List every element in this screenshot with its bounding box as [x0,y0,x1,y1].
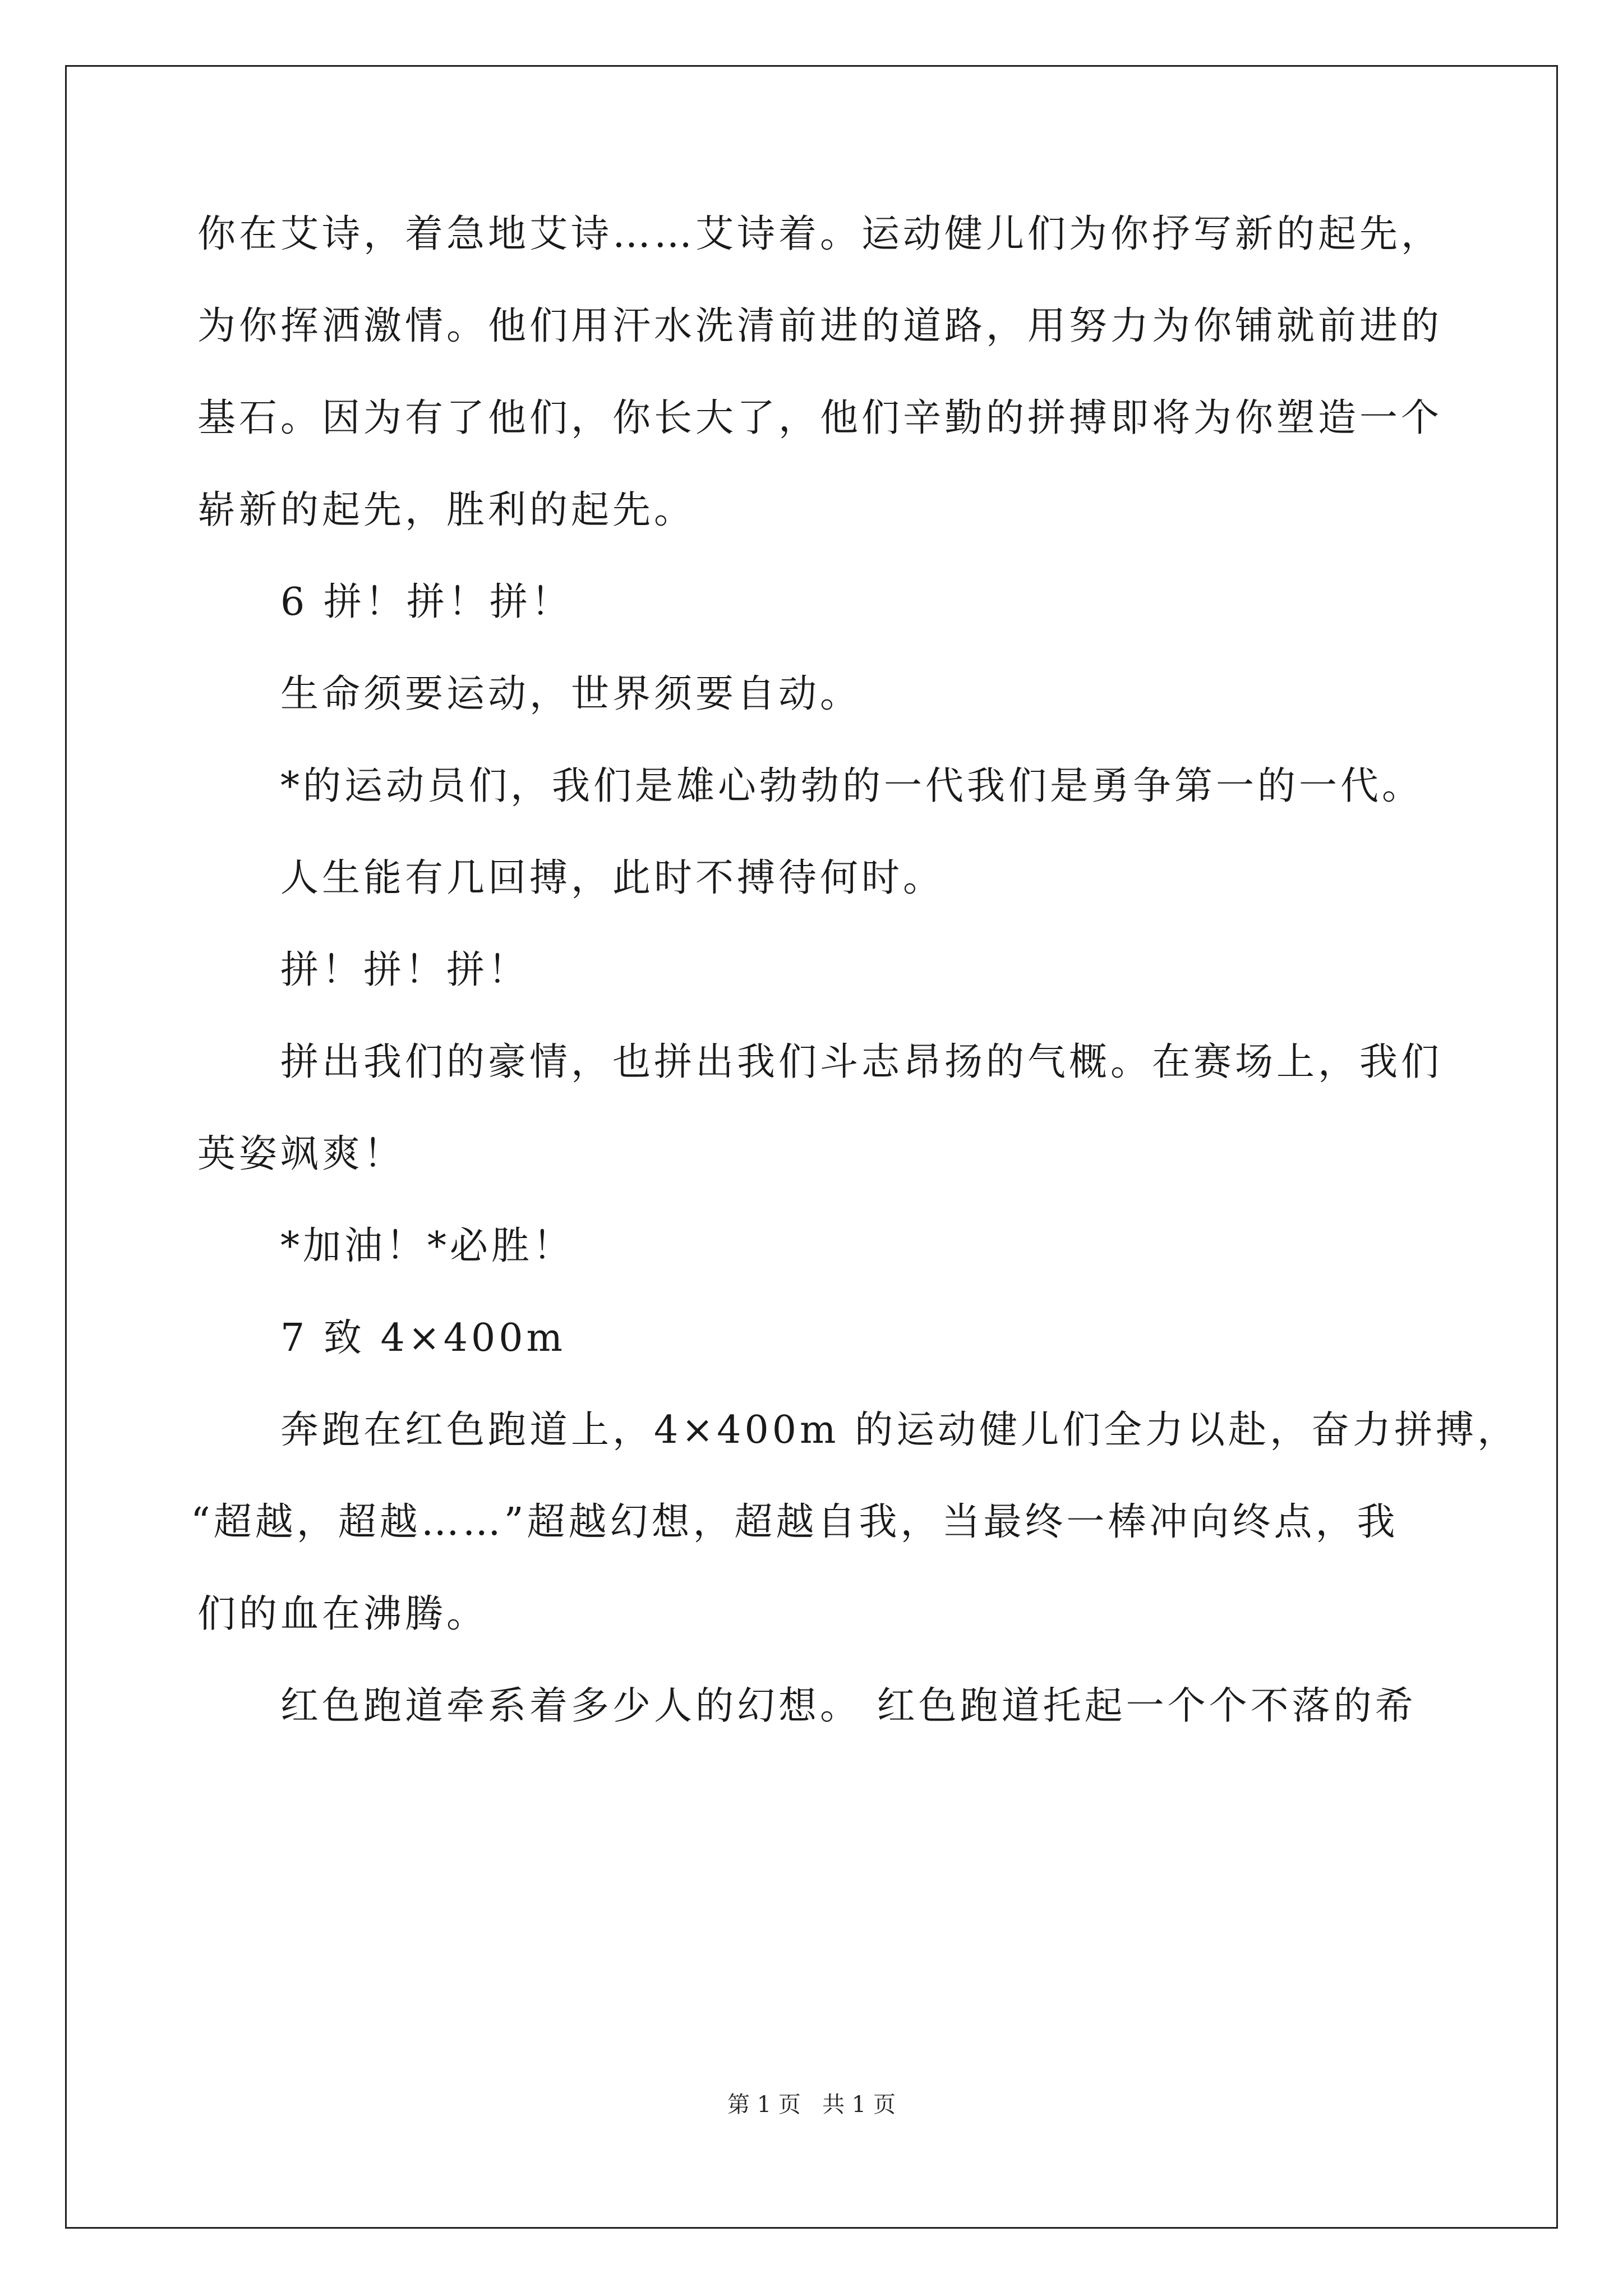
text-line: 拼！拼！拼！ [280,948,530,992]
text-line: 为你挥洒激情。他们用汗水洗清前进的道路，用努力为你铺就前进的 [197,304,1443,348]
page-number-footer: 第 1 页 共 1 页 [727,2092,896,2118]
text-line: 红色跑道牵系着多少人的幻想。 红色跑道托起一个个不落的希 [280,1684,1417,1728]
text-line: *加油！*必胜！ [280,1224,575,1268]
text-line: *的运动员们，我们是雄心勃勃的一代我们是勇争第一的一代。 [280,764,1424,808]
text-line: “超越，超越……”超越幻想，超越自我，当最终一棒冲向终点，我 [191,1500,1399,1544]
text-line: 崭新的起先，胜利的起先。 [197,488,696,532]
text-line: 英姿飒爽！ [197,1132,405,1176]
text-line: 们的血在沸腾。 [197,1592,488,1636]
text-line: 奔跑在红色跑道上，4×400m 的运动健儿们全力以赴，奋力拼搏， [280,1408,1519,1452]
text-line: 你在艾诗，着急地艾诗……艾诗着。运动健儿们为你抒写新的起先， [197,212,1443,256]
text-line: 生命须要运动，世界须要自动。 [280,672,862,716]
text-line: 基石。因为有了他们，你长大了，他们辛勤的拼搏即将为你塑造一个 [197,396,1443,440]
section-heading: 7 致 4×400m [280,1316,566,1360]
text-line: 人生能有几回搏，此时不搏待何时。 [280,856,945,900]
text-line: 拼出我们的豪情，也拼出我们斗志昂扬的气概。在赛场上，我们 [280,1040,1443,1084]
section-heading: 6 拼！拼！拼！ [280,580,573,624]
